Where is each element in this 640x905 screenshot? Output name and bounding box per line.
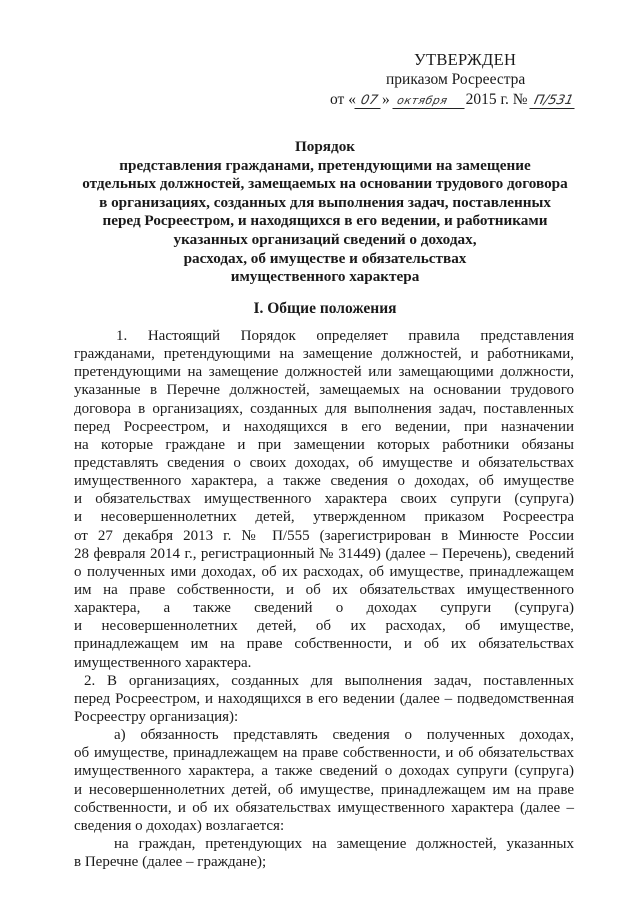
title-line: отдельных должностей, замещаемых на основании трудового договора [82,175,568,193]
title-line: расходах, об имуществе и обязательствах [183,249,467,267]
paragraph-line: характера, а также сведений о доходах супруги (супруга) [74,600,574,617]
from-label: от « [330,91,356,108]
paragraph-line: имущественного характера. [74,654,252,671]
paragraph-line: от 27 декабря 2013 г. № П/555 (зарегистрирован в Минюсте России [74,527,574,544]
paragraph-line: а) обязанность представлять сведения о полученных доходах, [114,727,574,744]
paragraph-line: и несовершеннолетних детей, об их расходах, об имуществе, [74,618,574,635]
paragraph-line: о полученных ими доходах, об их расходах, об имуществе, принадлежащем [74,563,574,580]
day-close-quote: » [381,91,390,108]
paragraph-line: имущественного характера, а также сведений о доходах супруги (супруга) [74,763,574,780]
section-heading: I. Общие положения [253,300,397,317]
order-date-line [330,90,576,109]
paragraph-line: имущественного характера, а также сведения о доходах, об имуществе [74,473,574,490]
paragraph-line: на которые граждане и при замещении которых работники обязаны [74,436,574,453]
paragraph-line: и несовершеннолетних детей, об имуществе, принадлежащем им на праве [74,781,574,798]
paragraph-line: в Перечне (далее – граждане); [74,854,267,871]
paragraph-line: 2. В организациях, созданных для выполнения задач, поставленных [84,672,574,689]
paragraph-line: на граждан, претендующих на замещение должностей, указанных [114,835,574,852]
handwritten-order-number: П/531 [530,94,578,109]
paragraph-line: об имуществе, принадлежащем на праве собственности, и об обязательствах [74,745,574,762]
paragraph-line: собственности, и об их обязательствах имущественного характера (далее – [74,799,574,816]
title-line: имущественного характера [230,268,420,286]
title-line: указанных организаций сведений о доходах, [173,230,477,248]
handwritten-day: 07 [354,94,383,109]
document-body [74,327,574,871]
paragraph-line: перед Росреестром, и находящихся в его ведении (далее – подведомственная [74,690,574,707]
paragraph-line: и несовершеннолетних детей, утвержденном приказом Росреестра [74,509,574,526]
document-title [60,138,590,287]
paragraph-line: принадлежащем им на праве собственности, и об их обязательствах [74,636,574,653]
title-line: Порядок [294,138,356,155]
handwritten-month: октября [392,94,467,109]
approved-label: УТВЕРЖДЕН [414,50,517,69]
paragraph-line: перед Росреестром, и находящихся в его ведении, при назначении [74,418,574,435]
paragraph-line: договора в организациях, созданных для выполнения задач, поставленных [74,400,574,417]
paragraph-line: гражданами, претендующими на замещение должностей, и работниками, [74,346,574,363]
title-line: перед Росреестром, и находящихся в его ведении, и работниками [102,212,548,230]
paragraph-line: представлять сведения о своих доходах, об имуществе и обязательствах [74,454,574,471]
paragraph-line: претендующими на замещение должностей или замещающими должности, [74,364,574,381]
title-line: в организациях, созданных для выполнения задач, поставленных [99,193,551,211]
paragraph-line: 28 февраля 2014 г., регистрационный № 31449) (далее – Перечень), сведений [74,545,574,562]
order-label: приказом Росреестра [386,71,526,88]
paragraph-line: и обязательствах имущественного характера своих супруги (супруга) [74,491,574,508]
paragraph-line: указанные в Перечне должностей, замещаемых на основании трудового [74,382,574,399]
paragraph-line: им на праве собственности, и об их обязательствах имущественного [74,581,574,598]
title-line: представления гражданами, претендующими на замещение [119,156,531,174]
paragraph-line: 1. Настоящий Порядок определяет правила представления [116,328,574,344]
paragraph-line: сведения о доходах) возлагается: [74,817,285,834]
year-label: 2015 г. № [465,91,528,108]
paragraph-line: Росреестру организация): [74,708,239,725]
